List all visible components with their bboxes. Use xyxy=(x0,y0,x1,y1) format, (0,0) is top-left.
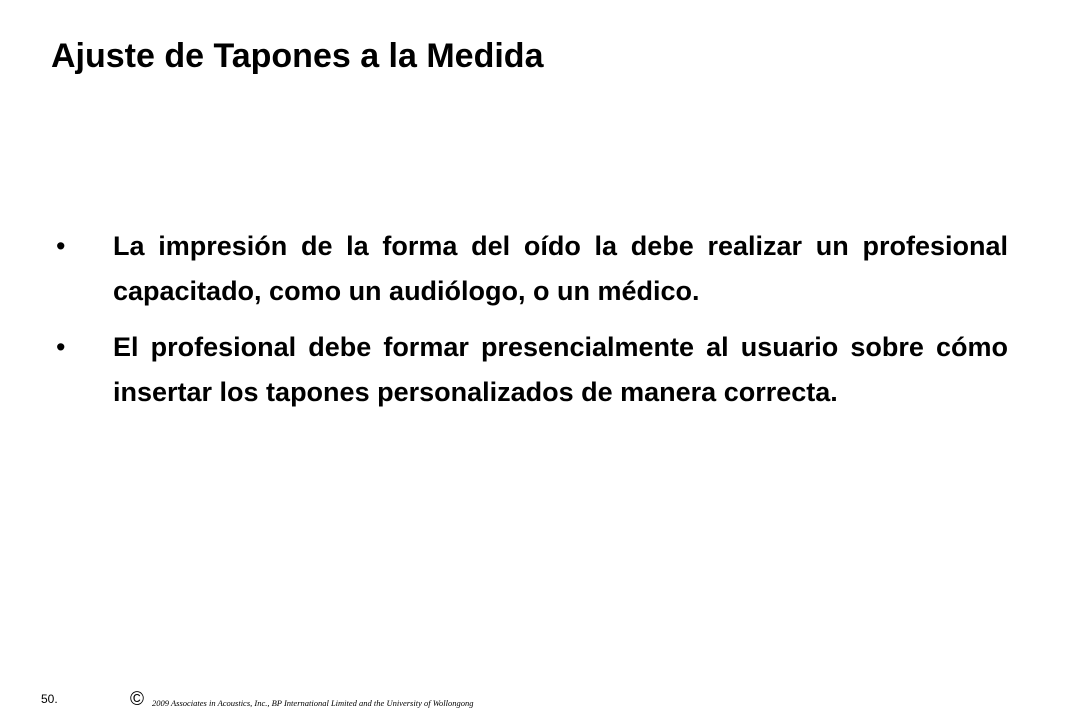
bullet-icon: • xyxy=(56,231,66,261)
bullet-item xyxy=(56,224,1008,313)
page-number: 50. xyxy=(41,692,58,706)
bullet-text: El profesional debe formar presencialmente al usuario sobre cómo insertar los tapones personalizados de manera correcta. xyxy=(113,332,1008,407)
slide-title: Ajuste de Tapones a la Medida xyxy=(51,37,544,75)
copyright-text: 2009 Associates in Acoustics, Inc., BP International Limited and the University of Wollongong xyxy=(152,698,474,708)
bullet-item xyxy=(56,325,1008,414)
bullet-icon: • xyxy=(56,332,66,362)
copyright-notice xyxy=(130,688,473,712)
copyright-icon: © xyxy=(130,689,144,710)
bullet-text: La impresión de la forma del oído la debe realizar un profesional capacitado, como un audiólogo, o un médico. xyxy=(113,231,1008,306)
bullet-list xyxy=(56,224,1008,426)
